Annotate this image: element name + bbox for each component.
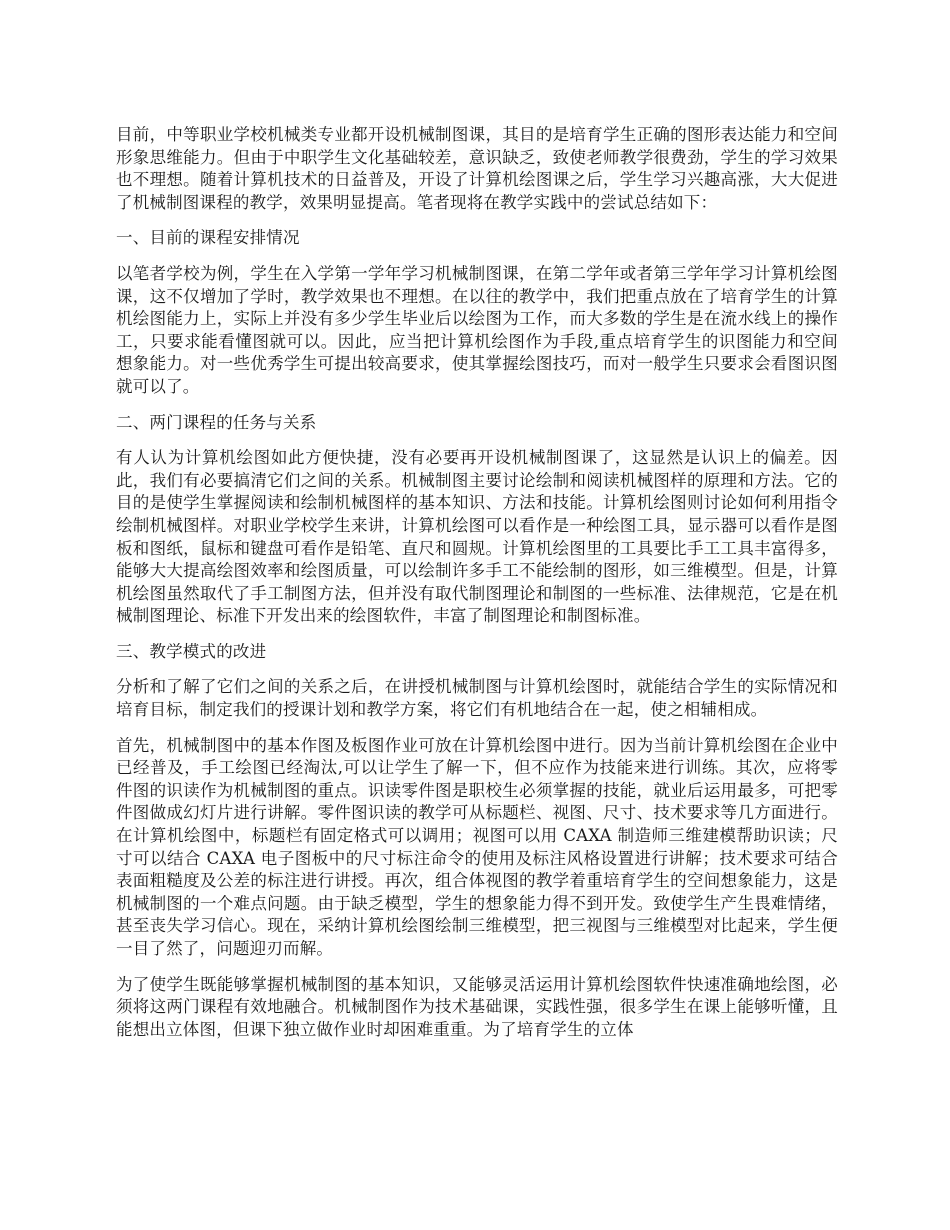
section-heading-1: 一、目前的课程安排情况 (116, 228, 300, 248)
section-3-paragraph-1: 分析和了解了它们之间的关系之后，在讲授机械制图与计算机绘图时，就能结合学生的实际情况和培育目标，制定我们的授课计划和教学方案，将它们有机地结合在一起，使之相辅相成。 (116, 677, 838, 720)
section-heading-3: 三、教学模式的改进 (116, 641, 267, 661)
section-heading-2: 二、两门课程的任务与关系 (116, 412, 317, 432)
section-3-paragraph-2: 首先，机械制图中的基本作图及板图作业可放在计算机绘图中进行。因为当前计算机绘图在企业中已经普及，手工绘图已经淘汰,可以让学生了解一下，但不应作为技能来进行训练。其次，应将零件图的识读作为机械制图的重点。识读零件图是职校生必须掌握的技能，就业后运用最多，可把零件图做成幻灯片进行讲解。零件图识读的教学可从标题栏、视图、尺寸、技术要求等几方面进行。在计算机绘图中，标题栏有固定格式可以调用；视图可以用 CAXA 制造师三维建模帮助识读；尺寸可以结合 CAXA 电子图板中的尺寸标注命令的使用及标注风格设置进行讲解；技术要求可结合表面粗糙度及公差的标注进行讲授。再次，组合体视图的教学着重培育学生的空间想象能力，这是机械制图的一个难点问题。由于缺乏模型，学生的想象能力得不到开发。致使学生产生畏难情绪，甚至丧失学习信心。现在，采纳计算机绘图绘制三维模型，把三视图与三维模型对比起来，学生便一目了然了，问题迎刃而解。 (116, 735, 838, 958)
section-1-paragraph: 以笔者学校为例，学生在入学第一学年学习机械制图课，在第二学年或者第三学年学习计算机绘图课，这不仅增加了学时，教学效果也不理想。在以往的教学中，我们把重点放在了培育学生的计算机绘图能力上，实际上并没有多少学生毕业后以绘图为工作，而大多数的学生是在流水线上的操作工，只要求能看懂图就可以。因此，应当把计算机绘图作为手段,重点培育学生的识图能力和空间想象能力。对一些优秀学生可提出较高要求，使其掌握绘图技巧，而对一般学生只要求会看图识图就可以了。 (116, 263, 838, 396)
intro-paragraph: 目前，中等职业学校机械类专业都开设机械制图课，其目的是培育学生正确的图形表达能力和空间形象思维能力。但由于中职学生文化基础较差，意识缺乏，致使老师教学很费劲，学生的学习效果也不理想。随着计算机技术的日益普及，开设了计算机绘图课之后，学生学习兴趣高涨，大大促进了机械制图课程的教学，效果明显提高。笔者现将在教学实践中的尝试总结如下： (116, 125, 838, 212)
section-2-paragraph: 有人认为计算机绘图如此方便快捷，没有必要再开设机械制图课了，这显然是认识上的偏差。因此，我们有必要搞清它们之间的关系。机械制图主要讨论绘制和阅读机械图样的原理和方法。它的目的是使学生掌握阅读和绘制机械图样的基本知识、方法和技能。计算机绘图则讨论如何利用指令绘制机械图样。对职业学校学生来讲，计算机绘图可以看作是一种绘图工具，显示器可以看作是图板和图纸，鼠标和键盘可看作是铅笔、直尺和圆规。计算机绘图里的工具要比手工工具丰富得多，能够大大提高绘图效率和绘图质量，可以绘制许多手工不能绘制的图形，如三维模型。但是，计算机绘图虽然取代了手工制图方法，但并没有取代制图理论和制图的一些标准、法律规范，它是在机械制图理论、标准下开发出来的绘图软件，丰富了制图理论和制图标准。 (116, 448, 838, 626)
section-3-paragraph-3: 为了使学生既能够掌握机械制图的基本知识，又能够灵活运用计算机绘图软件快速准确地绘图，必须将这两门课程有效地融合。机械制图作为技术基础课，实践性强，很多学生在课上能够听懂，且能想出立体图，但课下独立做作业时却困难重重。为了培育学生的立体 (116, 974, 838, 1039)
